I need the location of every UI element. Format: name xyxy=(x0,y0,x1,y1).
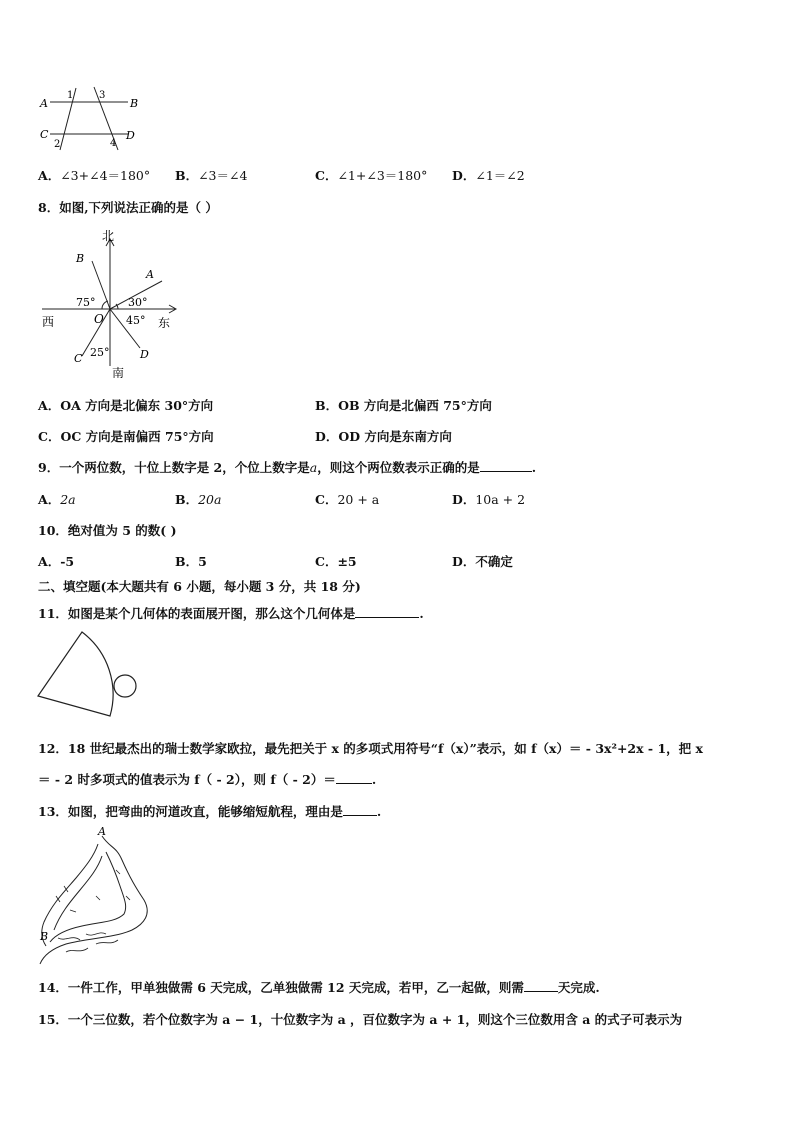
ray-d-label: D xyxy=(140,348,149,361)
q10-stem: 10．绝对值为 5 的数( ) xyxy=(38,523,177,538)
q8-stem: 8．如图,下列说法正确的是（ ） xyxy=(38,200,218,215)
q12-answer-blank[interactable] xyxy=(336,771,372,784)
q8-option-d[interactable]: D．OD 方向是东南方向 xyxy=(315,429,452,444)
q12-line1: 12．18 世纪最杰出的瑞士数学家欧拉，最先把关于 x 的多项式用符号“f（x）”表示，如 f（x）＝ - 3x²+2x - 1，把 x xyxy=(38,741,703,756)
q10-option-a[interactable]: A．-5 xyxy=(38,554,75,569)
angle-45-label: 45° xyxy=(126,314,146,327)
angle-30-label: 30° xyxy=(128,296,148,309)
q7-option-d[interactable]: D．∠1＝∠2 xyxy=(452,168,525,183)
east-label: 东 xyxy=(158,316,171,330)
angle-1-label: 1 xyxy=(67,90,74,101)
q8-option-a[interactable]: A．OA 方向是北偏东 30°方向 xyxy=(38,398,214,413)
q14-answer-blank[interactable] xyxy=(524,979,558,992)
label-A: A xyxy=(40,97,48,110)
q9-option-a[interactable]: A．2a xyxy=(38,492,76,507)
q8-option-c[interactable]: C．OC 方向是南偏西 75°方向 xyxy=(38,429,214,444)
point-a-label: A xyxy=(98,826,106,838)
south-label: 南 xyxy=(112,366,125,378)
q9-stem: 9．一个两位数，十位上数字是 2，个位上数字是a，则这个两位数表示正确的是 . xyxy=(38,460,537,475)
q9-option-d[interactable]: D．10a + 2 xyxy=(452,492,526,507)
q7-option-b[interactable]: B．∠3＝∠4 xyxy=(175,168,248,183)
section-heading: 二、填空题(本大题共有 6 小题，每小题 3 分，共 18 分) xyxy=(38,579,361,594)
label-D: D xyxy=(126,129,135,142)
q9-option-c[interactable]: C．20 + a xyxy=(315,492,380,507)
q9-option-b[interactable]: B．20a xyxy=(175,492,222,507)
north-label: 北 xyxy=(102,229,115,243)
label-C: C xyxy=(40,128,49,141)
q8-direction-figure xyxy=(36,226,186,378)
q8-option-b[interactable]: B．OB 方向是北偏西 75°方向 xyxy=(315,398,492,413)
q13-river-figure xyxy=(36,826,156,970)
q7-parallel-lines-figure xyxy=(36,84,146,154)
point-b-label: B xyxy=(40,930,49,943)
angle-75-label: 75° xyxy=(76,296,96,309)
label-B: B xyxy=(130,97,139,110)
angle-3-label: 3 xyxy=(99,90,106,101)
q11-stem: 11．如图是某个几何体的表面展开图，那么这个几何体是 . xyxy=(38,606,424,621)
q13-stem: 13．如图，把弯曲的河道改直，能够缩短航程，理由是 . xyxy=(38,804,382,819)
q13-answer-blank[interactable] xyxy=(343,803,377,816)
ray-c-label: C xyxy=(74,352,83,365)
q12-line2: ＝ - 2 时多项式的值表示为 f（ - 2），则 f（ - 2）＝ . xyxy=(38,772,377,787)
q10-option-d[interactable]: D．不确定 xyxy=(452,554,513,569)
q10-option-c[interactable]: C．±5 xyxy=(315,554,357,569)
ray-a-label: A xyxy=(146,268,154,281)
q7-option-c[interactable]: C．∠1+∠3＝180° xyxy=(315,168,428,183)
angle-2-label: 2 xyxy=(54,139,61,150)
ray-b-label: B xyxy=(76,252,85,265)
q10-option-b[interactable]: B．5 xyxy=(175,554,207,569)
q9-answer-blank[interactable] xyxy=(480,459,532,472)
angle-4-label: 4 xyxy=(110,138,117,149)
angle-25-label: 25° xyxy=(90,346,110,359)
q7-option-a[interactable]: A．∠3+∠4＝180° xyxy=(38,168,151,183)
q11-cone-net-figure xyxy=(36,630,140,724)
west-label: 西 xyxy=(42,315,55,329)
q14-stem: 14．一件工作，甲单独做需 6 天完成，乙单独做需 12 天完成，若甲，乙一起做，则需 天完成. xyxy=(38,980,600,995)
q11-answer-blank[interactable] xyxy=(355,605,419,618)
origin-label: O xyxy=(94,312,104,326)
q15-stem: 15．一个三位数，若个位数字为 a − 1，十位数字为 a ，百位数字为 a + 1，则这个三位数用含 a 的式子可表示为 xyxy=(38,1012,683,1027)
